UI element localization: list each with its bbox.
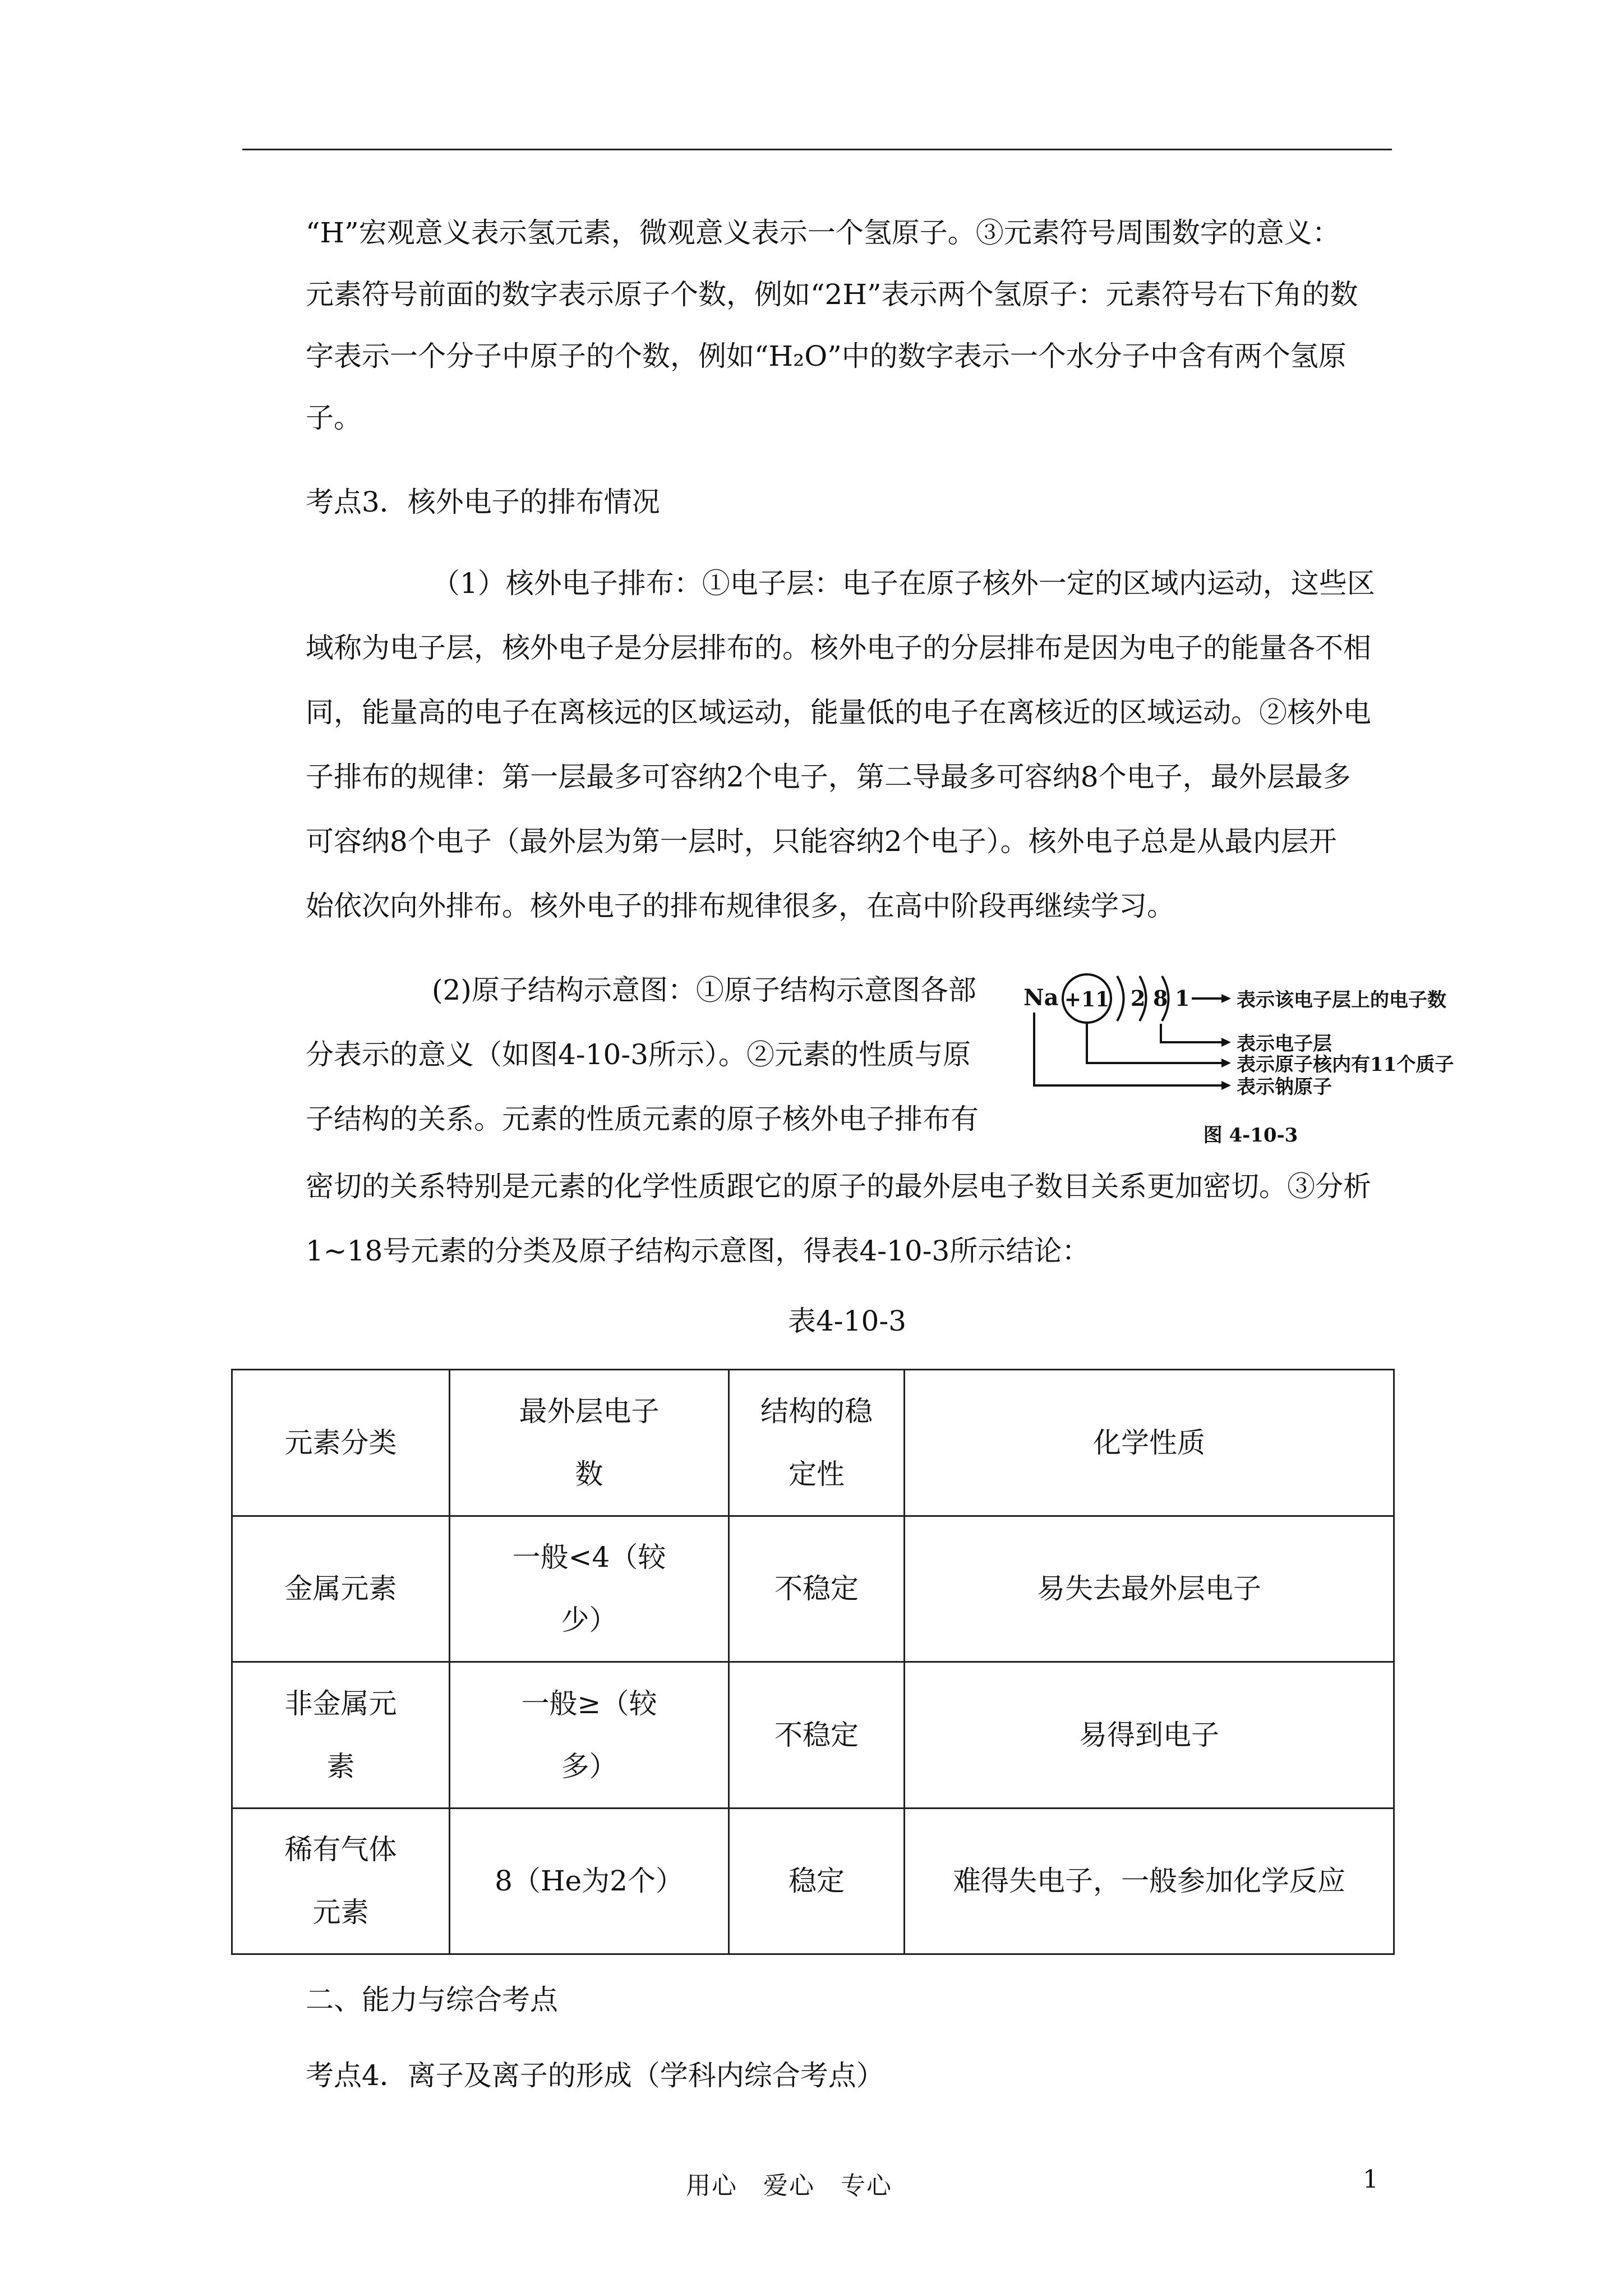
paragraph-1-line-1: “H”宏观意义表示氢元素，微观意义表示一个氢原子。③元素符号周围数字的意义： [306,217,1340,249]
paragraph-1-line-3: 字表示一个分子中原子的个数，例如“H₂O”中的数字表示一个水分子中含有两个氢原 [306,340,1347,372]
element-classification-table [231,1369,1395,1955]
paragraph-2-line-1: （1）核外电子排布：①电子层：电子在原子核外一定的区域内运动，这些区 [432,567,1375,600]
footer-motto: 用心 爱心 专心 [686,2171,892,2200]
section-heading-2: 二、能力与综合考点 [306,1984,558,2016]
element-symbol: Na [1023,984,1059,1011]
arrow-line-4 [1034,1013,1223,1085]
header-cell-stability: 结构的稳 定性 [729,1370,905,1516]
arrow-head-1 [1221,994,1231,1003]
header-rule [242,149,1392,150]
nucleus-charge: +11 [1064,988,1110,1011]
table-caption: 表4-10-3 [788,1305,907,1337]
table-cell: 稳定 [729,1808,905,1954]
table-cell: 难得失电子，一般参加化学反应 [905,1808,1394,1954]
arrow-line-2 [1161,1024,1223,1042]
electron-shell-arc-1 [1117,976,1124,1021]
table-cell: 金属元素 [232,1516,450,1662]
table-cell: 一般<4（较 少） [450,1516,729,1662]
arrow-head-4 [1221,1081,1231,1090]
paragraph-3-line-3: 子结构的关系。元素的性质元素的原子核外电子排布有 [306,1103,979,1135]
paragraph-2-line-3: 同，能量高的电子在离核远的区域运动，能量低的电子在离核近的区域运动。②核外电 [306,696,1371,729]
table-cell: 稀有气体 元素 [232,1808,450,1954]
header-cell-chemical-properties: 化学性质 [905,1370,1394,1516]
arrow-head-3 [1221,1059,1231,1068]
table-header-row [232,1370,1394,1516]
label-sodium-atom: 表示钠原子 [1237,1076,1332,1098]
table-cell: 易得到电子 [905,1662,1394,1809]
header-cell-classification: 元素分类 [232,1370,450,1516]
table-cell: 8（He为2个） [450,1808,729,1954]
table-cell: 一般≥（较 多） [450,1662,729,1809]
label-shell: 表示电子层 [1237,1033,1332,1055]
table-row [232,1808,1394,1954]
figure-caption: 图 4-10-3 [1203,1124,1298,1147]
arrow-head-2 [1221,1038,1231,1047]
paragraph-3-line-4: 密切的关系特别是元素的化学性质跟它的原子的最外层电子数目关系更加密切。③分析 [306,1170,1371,1203]
header-cell-outer-electrons: 最外层电子 数 [450,1370,729,1516]
paragraph-1-line-2: 元素符号前面的数字表示原子个数，例如“2H”表示两个氢原子：元素符号右下角的数 [306,278,1358,311]
shell-count-2: 8 [1153,986,1168,1011]
shell-count-3: 1 [1175,986,1190,1011]
paragraph-2-line-4: 子排布的规律：第一层最多可容纳2个电子，第二导最多可容纳8个电子，最外层最多 [306,761,1351,793]
paragraph-2-line-5: 可容纳8个电子（最外层为第一层时，只能容纳2个电子）。核外电子总是从最内层开 [306,825,1337,858]
paragraph-1-line-4: 子。 [306,402,362,434]
atomic-structure-diagram [1021,970,1481,1156]
table-cell: 易失去最外层电子 [905,1516,1394,1662]
paragraph-3-line-1: (2)原子结构示意图：①原子结构示意图各部 [432,974,976,1006]
section-heading-4: 考点4．离子及离子的形成（学科内综合考点） [306,2059,884,2092]
paragraph-2-line-2: 域称为电子层，核外电子是分层排布的。核外电子的分层排布是因为电子的能量各不相 [306,632,1371,664]
label-electron-count: 表示该电子层上的电子数 [1237,989,1446,1011]
paragraph-3-line-2: 分表示的意义（如图4-10-3所示）。②元素的性质与原 [306,1038,971,1071]
table-cell: 不稳定 [729,1662,905,1809]
label-protons: 表示原子核内有11个质子 [1237,1053,1454,1076]
table-row [232,1662,1394,1809]
paragraph-2-line-6: 始依次向外排布。核外电子的排布规律很多，在高中阶段再继续学习。 [306,890,1175,922]
table-cell: 不稳定 [729,1516,905,1662]
page-number: 1 [1363,2165,1378,2194]
paragraph-3-line-5: 1~18号元素的分类及原子结构示意图，得表4-10-3所示结论： [306,1235,1090,1267]
section-heading-3: 考点3．核外电子的排布情况 [306,486,660,518]
shell-count-1: 2 [1131,986,1146,1011]
table-cell: 非金属元 素 [232,1662,450,1809]
table-row [232,1516,1394,1662]
